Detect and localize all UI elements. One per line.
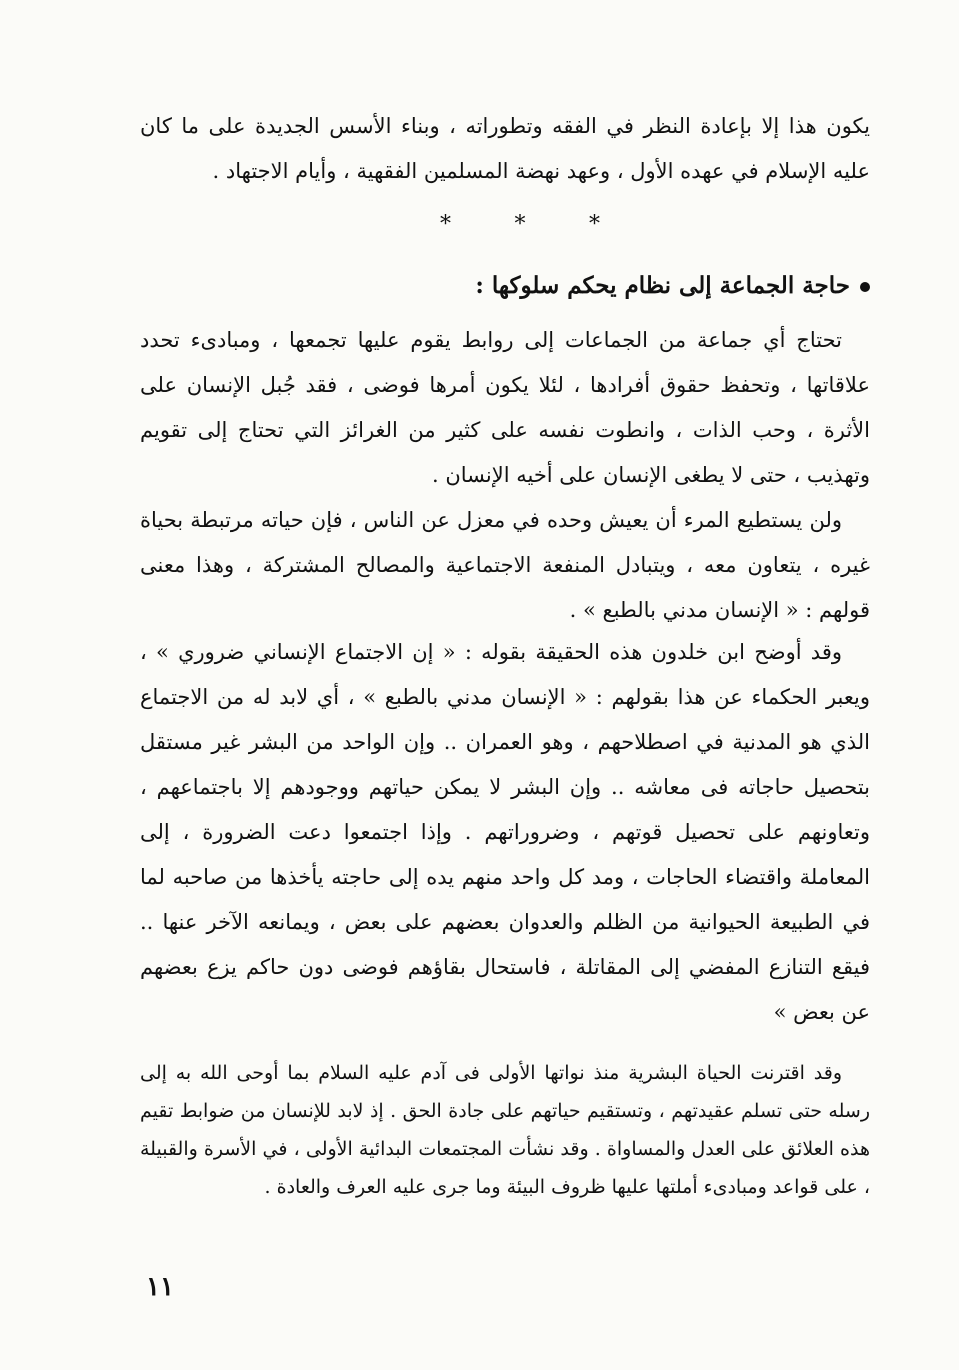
section-heading-text: حاجة الجماعة إلى نظام يحكم سلوكها :: [475, 272, 850, 299]
section-heading: [440, 266, 870, 306]
bullet-icon: [860, 282, 870, 292]
intro-paragraph: يكون هذا إلا بإعادة النظر في الفقه وتطوراته ، وبناء الأسس الجديدة على ما كان عليه الإسلام في عهده الأول ، وعهد نهضة المسلمين الفقهية ، وأيام الاجتهاد .: [140, 114, 870, 183]
body-paragraph: تحتاج أي جماعة من الجماعات إلى روابط يقوم عليها تجمعها ، ومبادىء تحدد علاقاتها ، وتحفظ حقوق أفرادها ، لئلا يكون أمرها فوضى ، فقد جُبل الإنسان على الأثرة ، وحب الذات ، وانطوت نفسه على كثير من الغرائز التي تحتاج إلى تقويم وتهذيب ، حتى لا يطغى الإنسان على أخيه الإنسان .: [140, 328, 870, 487]
separator-star: *: [589, 212, 600, 237]
intro-paragraph-block: [140, 104, 870, 194]
body-paragraph: وقد أوضح ابن خلدون هذه الحقيقة بقوله : « إن الاجتماع الإنساني ضروري » ، ويعبر الحكماء عن هذا بقولهم : « الإنسان مدني بالطبع » ، أي لابد له من الاجتماع الذي هو المدنية في اصطلاحهم ، وهو العمران .. وإن الواحد من البشر غير مستقل بتحصيل حاجاته فى معاشه .. وإن البشر لا يمكن حياتهم ووجودهم إلا باجتماعهم ، وتعاونهم على تحصيل قوتهم ، وضروراتهم . وإذا اجتمعوا دعت الضرورة ، إلى المعاملة واقتضاء الحاجات ، ومد كل واحد منهم يده إلى حاجته يأخذها من صاحبه لما في الطبيعة الحيوانية من الظلم والعدوان بعضهم على بعض ، ويمانعه الآخر عنها .. فيقع التنازع المفضي إلى المقاتلة ، فاستحال بقاؤهم فوضى دون حاكم يزع بعضهم عن بعض »: [140, 640, 870, 1024]
paragraph-block: [140, 318, 870, 498]
body-paragraph: وقد اقترنت الحياة البشرية منذ نواتها الأولى فى آدم عليه السلام بما أوحى الله به إلى رسله حتى تسلم عقيدتهم ، وتستقيم حياتهم على جادة الحق . إذ لابد للإنسان من ضوابط تقيم هذه العلائق على العدل والمساواة . وقد نشأت المجتمعات البدائية الأولى ، في الأسرة والقبيلة ، على قواعد ومبادىء أملتها عليها ظروف البيئة وما جرى عليه العرف والعادة .: [140, 1062, 870, 1198]
body-paragraph: ولن يستطيع المرء أن يعيش وحده في معزل عن الناس ، فإن حياته مرتبطة بحياة غيره ، يتعاون معه ، ويتبادل المنفعة الاجتماعية والمصالح المشتركة ، وهذا معنى قولهم : « الإنسان مدني بالطبع » .: [140, 508, 870, 622]
section-separator: [440, 212, 600, 237]
paragraph-block: [140, 498, 870, 633]
separator-star: *: [514, 212, 526, 237]
separator-star: *: [440, 212, 451, 237]
page-number: ١١: [146, 1272, 174, 1302]
paragraph-block: [140, 630, 870, 1035]
paragraph-block: [140, 1054, 870, 1206]
